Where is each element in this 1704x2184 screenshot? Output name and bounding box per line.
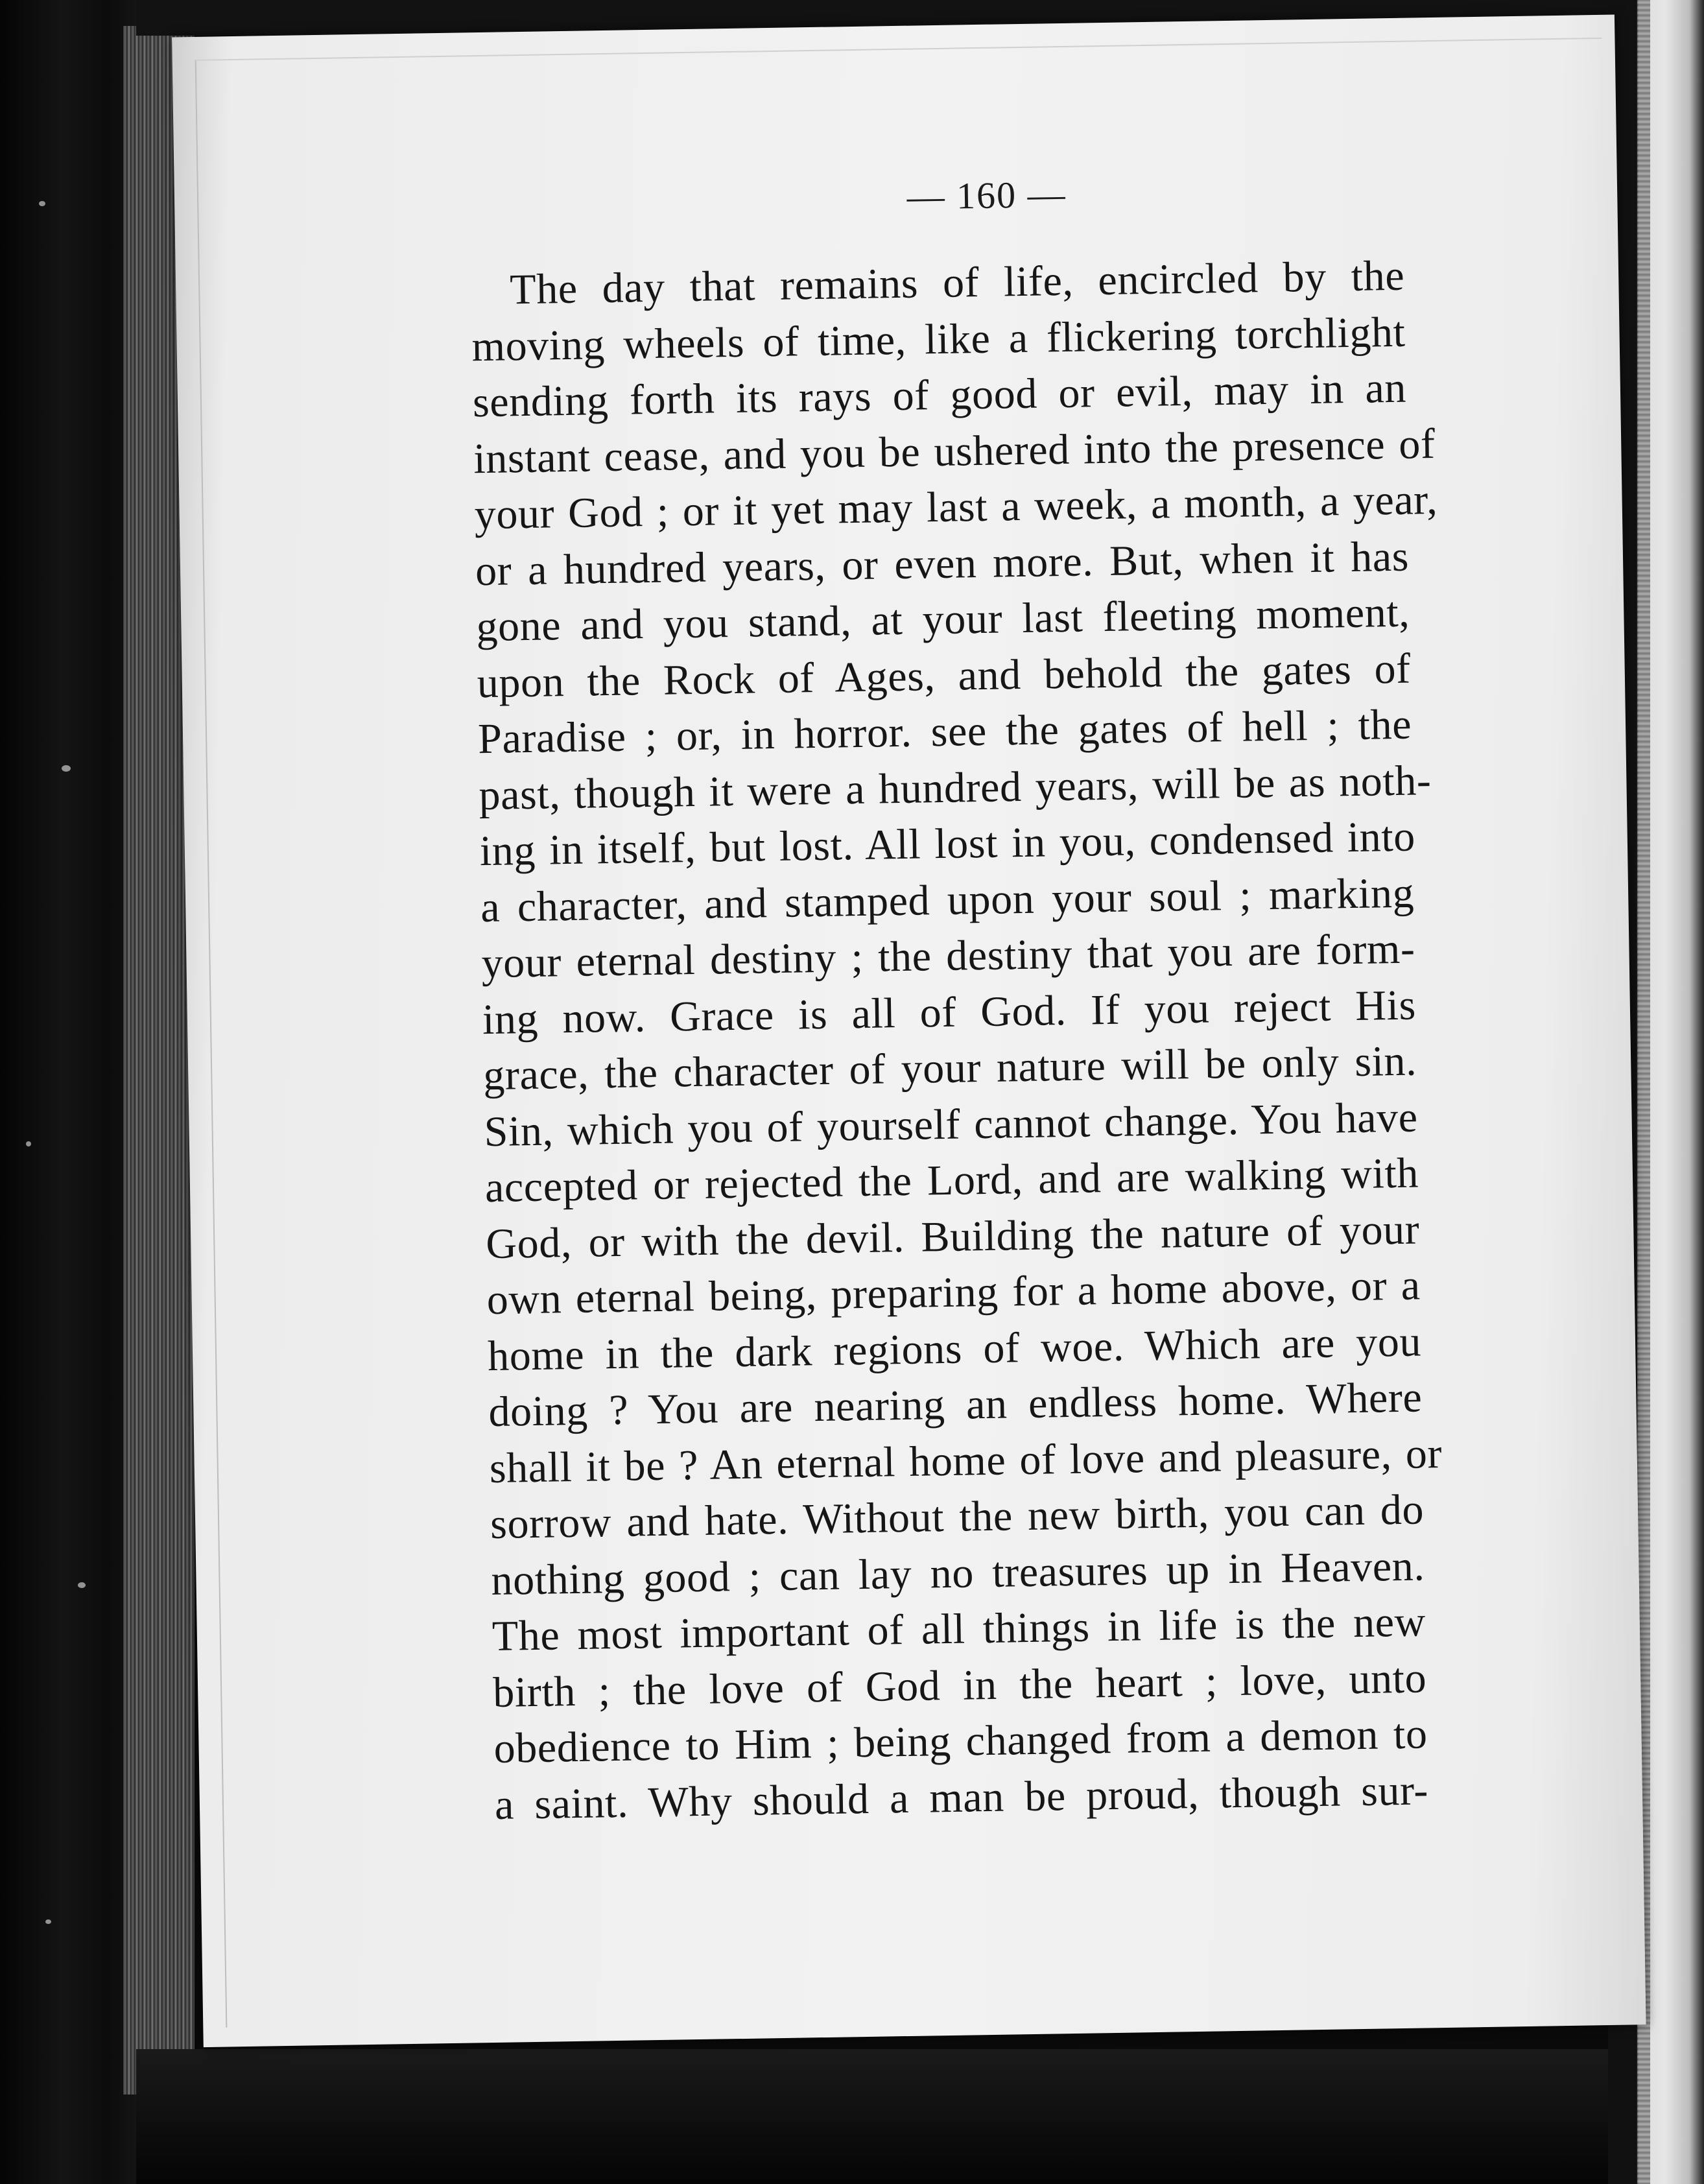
text-line: accepted or rejected the Lord, and are walking with (484, 1149, 1419, 1212)
scan-speck (39, 201, 45, 206)
text-line: or a hundred years, or even more. But, when it has (475, 532, 1410, 595)
text-line: God, or with the devil. Building the nature of your (485, 1205, 1420, 1268)
text-line: home in the dark regions of woe. Which are you (487, 1317, 1422, 1380)
text-line: Paradise ; or, in horror. see the gates of hell ; the (477, 700, 1412, 763)
text-line: ing now. Grace is all of God. If you reject His (482, 981, 1417, 1043)
text-line: obedience to Him ; being changed from a demon to (493, 1710, 1428, 1772)
text-line: own eternal being, preparing for a home above, or a (486, 1261, 1421, 1324)
scan-speck (78, 1582, 86, 1588)
text-line: nothing good ; can lay no treasures up in Heaven. (491, 1541, 1425, 1604)
text-line: instant cease, and you be ushered into the presence of (473, 420, 1436, 482)
scan-speck (45, 1919, 51, 1924)
text-line: shall it be ? An eternal home of love and pleasure, or (489, 1429, 1443, 1492)
text-line: grace, the character of your nature will be only sin. (482, 1037, 1417, 1100)
text-line: sending forth its rays of good or evil, may in an (472, 364, 1407, 427)
scanner-background-bottom (136, 2049, 1704, 2184)
text-line: birth ; the love of God in the heart ; love, unto (492, 1654, 1427, 1716)
text-line: gone and you stand, at your last fleeting moment, (475, 588, 1410, 651)
text-line: past, though it were a hundred years, will be as noth- (478, 756, 1432, 819)
body-text (471, 248, 1443, 1833)
text-line: your God ; or it yet may last a week, a month, a year, (474, 475, 1438, 539)
text-line: The most important of all things in life is the new (491, 1598, 1426, 1661)
text-line: ing in itself, but lost. All lost in you, condensed into (479, 813, 1416, 875)
text-line: doing ? You are nearing an endless home. Where (488, 1373, 1423, 1436)
text-line: your eternal destiny ; the destiny that you are form- (481, 925, 1416, 988)
scan-speck (26, 1141, 31, 1146)
text-line: Sin, which you of yourself cannot change. You have (484, 1093, 1419, 1156)
text-line: The day that remains of life, encircled by the (509, 252, 1405, 314)
text-line: moving wheels of time, like a flickering torchlight (471, 308, 1406, 370)
text-line: upon the Rock of Ages, and behold the gates of (477, 645, 1412, 707)
text-line: a character, and stamped upon your soul ; marking (480, 869, 1415, 931)
page-number: — 160 — (906, 172, 1067, 218)
text-line: a saint. Why should a man be proud, though sur- (494, 1766, 1429, 1829)
scan-speck (62, 765, 71, 772)
text-line: sorrow and hate. Without the new birth, you can do (490, 1486, 1425, 1549)
book-page (172, 15, 1646, 2048)
